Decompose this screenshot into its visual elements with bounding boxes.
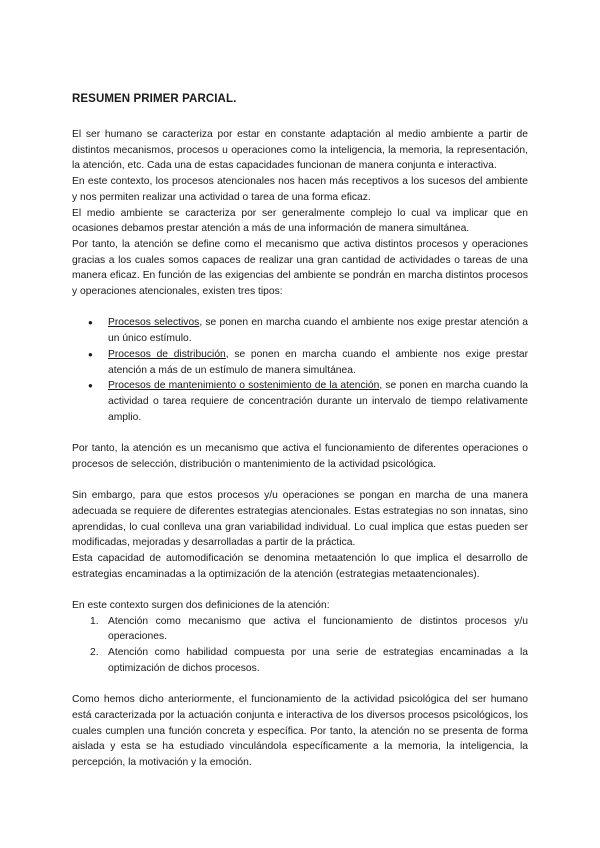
- intro-paragraph: Por tanto, la atención se define como el mecanismo que activa distintos procesos y operaciones gracias a los cuales somos capaces de realizar una gran cantidad de actividades o tareas de una manera eficaz. En función de las exigencias del ambiente se pondrán en marcha distintos procesos y operaciones atencionales, existen tres tipos:: [72, 238, 528, 298]
- attention-types-list: [72, 315, 528, 425]
- final-paragraph: Como hemos dicho anteriormente, el funcionamiento de la actividad psicológica del ser humano está caracterizada por la actuación conjunta e interactiva de los diversos procesos psicológicos, los cuales cumplen una función concreta y específica. Por tanto, la atención no se presenta de forma aislada y esta se ha estudiado vinculándola específicamente a la memoria, la inteligencia, la percepción, la motivación y la emoción.: [72, 694, 528, 769]
- list-item-text: Atención como mecanismo que activa el funcionamiento de distintos procesos y/u operaciones.: [108, 615, 528, 643]
- list-item: [72, 614, 528, 645]
- intro-paragraph: El ser humano se caracteriza por estar en constante adaptación al medio ambiente a partir de distintos mecanismos, procesos u operaciones como la inteligencia, la memoria, la representación, la atención, etc. Cada una de estas capacidades funcionan de manera conjunta e interactiva.: [72, 129, 528, 172]
- intro-paragraph: En este contexto, los procesos atencionales nos hacen más receptivos a los sucesos del ambiente y nos permiten realizar una actividad o tarea de una forma eficaz.: [72, 176, 528, 203]
- list-item: [72, 378, 528, 425]
- list-item-desc: , se ponen en marcha cuando el ambiente nos exige prestar atención a un único estímulo.: [108, 317, 528, 345]
- list-item-term: Procesos selectivos: [108, 317, 200, 329]
- list-item: [72, 315, 528, 346]
- definitions-intro: En este contexto surgen dos definiciones de la atención:: [72, 600, 330, 612]
- list-item-desc: , se ponen en marcha cuando la actividad o tarea requiere de concentración durante un intervalo de tiempo relativamente amplio.: [108, 380, 528, 423]
- list-item-number: 1.: [90, 615, 99, 627]
- definitions-list: [72, 614, 528, 677]
- strategies-paragraph: Esta capacidad de automodificación se denomina metaatención lo que implica el desarrollo de estrategias encaminadas a la optimización de la atención (estrategias metaatencionales).: [72, 552, 528, 580]
- list-item-term: Procesos de mantenimiento o sostenimiento de la atención: [108, 380, 380, 392]
- strategies-paragraph: Sin embargo, para que estos procesos y/u operaciones se pongan en marcha de una manera adecuada se requiere de diferentes estrategias atencionales. Estas estrategias no son innatas, sino aprendidas, lo cual conlleva una gran variabilidad individual. Lo cual implica que estas pueden ser modificadas, mejoradas y desarrolladas a partir de la práctica.: [72, 490, 528, 549]
- mechanism-paragraph: Por tanto, la atención es un mecanismo que activa el funcionamiento de diferentes operaciones o procesos de selección, distribución o mantenimiento de la actividad psicológica.: [72, 443, 528, 470]
- list-item: [72, 645, 528, 676]
- list-item-desc: , se ponen en marcha cuando el ambiente nos exige prestar atención a más de un estímulo de manera simultánea.: [108, 348, 529, 376]
- intro-paragraph: El medio ambiente se caracteriza por ser generalmente complejo lo cual va implicar que en ocasiones debamos prestar atención a más de una información de manera simultánea.: [72, 207, 528, 235]
- list-item: [72, 347, 528, 378]
- list-item-term: Procesos de distribución: [108, 348, 226, 360]
- list-item-number: 2.: [90, 647, 99, 659]
- list-item-text: Atención como habilidad compuesta por una serie de estrategias encaminadas a la optimización de dichos procesos.: [108, 647, 528, 674]
- document-title: RESUMEN PRIMER PARCIAL.: [72, 93, 237, 105]
- document-body: [72, 127, 528, 771]
